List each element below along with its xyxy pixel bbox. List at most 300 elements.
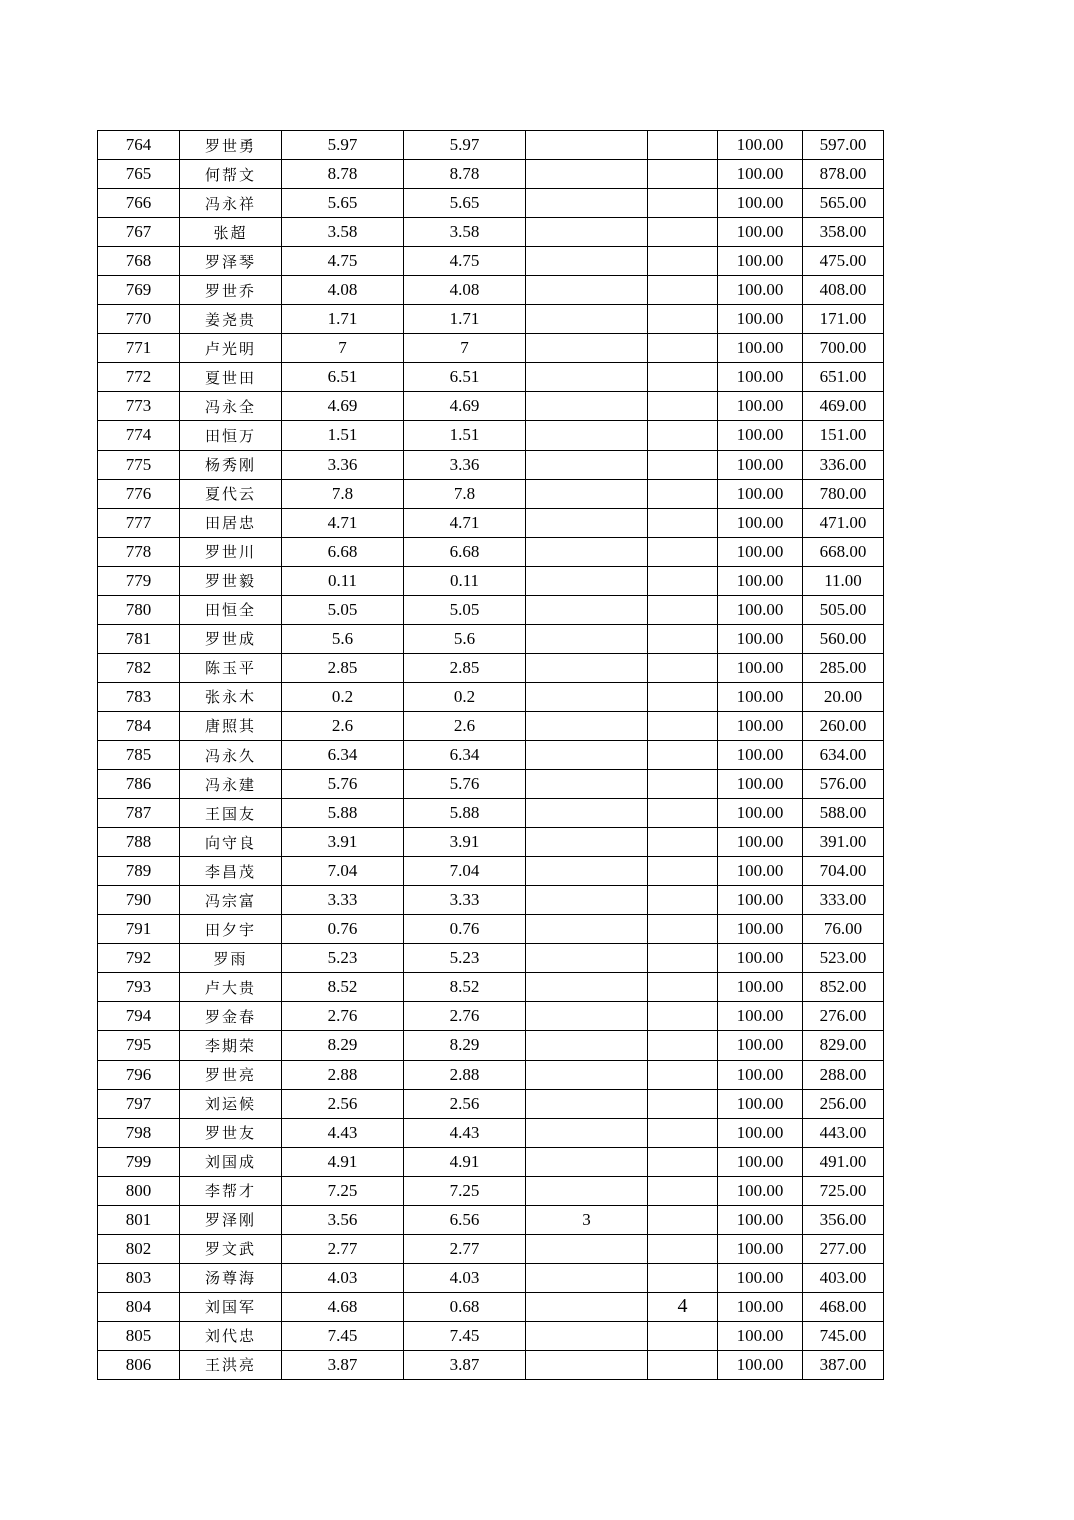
- cell-rate: 100.00: [718, 799, 803, 828]
- cell-amount: 491.00: [803, 1147, 884, 1176]
- cell-value-a: 7.04: [282, 857, 404, 886]
- cell-extra-c: [526, 624, 648, 653]
- cell-row-number: 774: [98, 421, 180, 450]
- cell-value-a: 4.43: [282, 1118, 404, 1147]
- cell-value-b: 1.51: [404, 421, 526, 450]
- cell-value-a: 0.11: [282, 566, 404, 595]
- cell-name: 向守良: [180, 828, 282, 857]
- cell-amount: 471.00: [803, 508, 884, 537]
- cell-value-a: 3.87: [282, 1350, 404, 1379]
- cell-amount: 336.00: [803, 450, 884, 479]
- cell-extra-c: [526, 886, 648, 915]
- cell-row-number: 784: [98, 711, 180, 740]
- cell-value-a: 6.51: [282, 363, 404, 392]
- cell-rate: 100.00: [718, 1031, 803, 1060]
- cell-amount: 285.00: [803, 653, 884, 682]
- cell-rate: 100.00: [718, 711, 803, 740]
- cell-name: 冯永祥: [180, 189, 282, 218]
- cell-name: 冯宗富: [180, 886, 282, 915]
- cell-value-b: 8.78: [404, 160, 526, 189]
- cell-extra-d: [648, 392, 718, 421]
- cell-rate: 100.00: [718, 624, 803, 653]
- table-row: [98, 363, 884, 392]
- cell-value-a: 5.76: [282, 770, 404, 799]
- cell-amount: 408.00: [803, 276, 884, 305]
- cell-rate: 100.00: [718, 189, 803, 218]
- cell-extra-d: [648, 508, 718, 537]
- cell-value-a: 4.08: [282, 276, 404, 305]
- cell-rate: 100.00: [718, 740, 803, 769]
- cell-row-number: 804: [98, 1292, 180, 1321]
- cell-row-number: 794: [98, 1002, 180, 1031]
- cell-value-b: 6.56: [404, 1205, 526, 1234]
- cell-name: 罗世乔: [180, 276, 282, 305]
- cell-rate: 100.00: [718, 1176, 803, 1205]
- cell-amount: 288.00: [803, 1060, 884, 1089]
- cell-value-a: 4.91: [282, 1147, 404, 1176]
- cell-name: 刘运候: [180, 1089, 282, 1118]
- table-row: [98, 624, 884, 653]
- cell-extra-c: [526, 1089, 648, 1118]
- cell-value-b: 2.77: [404, 1234, 526, 1263]
- cell-value-b: 5.76: [404, 770, 526, 799]
- cell-rate: 100.00: [718, 1060, 803, 1089]
- cell-row-number: 772: [98, 363, 180, 392]
- cell-value-a: 6.34: [282, 740, 404, 769]
- cell-name: 罗世勇: [180, 131, 282, 160]
- cell-name: 田恒全: [180, 595, 282, 624]
- cell-amount: 565.00: [803, 189, 884, 218]
- cell-row-number: 805: [98, 1321, 180, 1350]
- cell-value-b: 2.6: [404, 711, 526, 740]
- cell-extra-d: [648, 1060, 718, 1089]
- cell-row-number: 792: [98, 944, 180, 973]
- cell-row-number: 768: [98, 247, 180, 276]
- cell-extra-d: [648, 886, 718, 915]
- cell-name: 罗世友: [180, 1118, 282, 1147]
- cell-value-b: 0.68: [404, 1292, 526, 1321]
- cell-value-b: 3.36: [404, 450, 526, 479]
- cell-row-number: 802: [98, 1234, 180, 1263]
- cell-rate: 100.00: [718, 1263, 803, 1292]
- cell-name: 田夕宇: [180, 915, 282, 944]
- cell-name: 李帮才: [180, 1176, 282, 1205]
- cell-rate: 100.00: [718, 1147, 803, 1176]
- cell-value-a: 4.03: [282, 1263, 404, 1292]
- table-row: [98, 1002, 884, 1031]
- cell-rate: 100.00: [718, 653, 803, 682]
- cell-amount: 333.00: [803, 886, 884, 915]
- cell-name: 罗泽琴: [180, 247, 282, 276]
- cell-extra-c: [526, 1350, 648, 1379]
- cell-rate: 100.00: [718, 450, 803, 479]
- cell-extra-d: [648, 1205, 718, 1234]
- cell-extra-c: [526, 421, 648, 450]
- cell-extra-c: [526, 566, 648, 595]
- cell-value-a: 8.29: [282, 1031, 404, 1060]
- cell-value-b: 5.05: [404, 595, 526, 624]
- cell-name: 姜尧贵: [180, 305, 282, 334]
- cell-extra-d: [648, 682, 718, 711]
- cell-row-number: 790: [98, 886, 180, 915]
- cell-amount: 391.00: [803, 828, 884, 857]
- cell-extra-c: [526, 1002, 648, 1031]
- cell-amount: 576.00: [803, 770, 884, 799]
- cell-extra-d: [648, 711, 718, 740]
- cell-value-b: 5.88: [404, 799, 526, 828]
- cell-value-a: 7: [282, 334, 404, 363]
- cell-row-number: 798: [98, 1118, 180, 1147]
- cell-extra-c: [526, 189, 648, 218]
- cell-name: 罗文武: [180, 1234, 282, 1263]
- cell-name: 杨秀刚: [180, 450, 282, 479]
- cell-extra-d: [648, 1089, 718, 1118]
- cell-name: 刘国成: [180, 1147, 282, 1176]
- cell-rate: 100.00: [718, 595, 803, 624]
- cell-rate: 100.00: [718, 1205, 803, 1234]
- cell-amount: 151.00: [803, 421, 884, 450]
- cell-value-a: 8.78: [282, 160, 404, 189]
- cell-extra-c: [526, 334, 648, 363]
- cell-amount: 20.00: [803, 682, 884, 711]
- cell-amount: 475.00: [803, 247, 884, 276]
- cell-extra-d: [648, 828, 718, 857]
- cell-value-b: 5.6: [404, 624, 526, 653]
- cell-value-b: 3.33: [404, 886, 526, 915]
- cell-rate: 100.00: [718, 160, 803, 189]
- cell-name: 罗泽刚: [180, 1205, 282, 1234]
- cell-rate: 100.00: [718, 566, 803, 595]
- cell-name: 田居忠: [180, 508, 282, 537]
- cell-value-a: 3.33: [282, 886, 404, 915]
- cell-extra-c: 3: [526, 1205, 648, 1234]
- cell-name: 罗雨: [180, 944, 282, 973]
- cell-amount: 878.00: [803, 160, 884, 189]
- cell-value-a: 1.51: [282, 421, 404, 450]
- cell-amount: 780.00: [803, 479, 884, 508]
- cell-rate: 100.00: [718, 770, 803, 799]
- cell-amount: 11.00: [803, 566, 884, 595]
- cell-extra-c: [526, 1118, 648, 1147]
- cell-extra-d: [648, 595, 718, 624]
- cell-extra-c: [526, 1147, 648, 1176]
- cell-value-a: 5.88: [282, 799, 404, 828]
- cell-extra-d: [648, 479, 718, 508]
- cell-row-number: 797: [98, 1089, 180, 1118]
- cell-row-number: 789: [98, 857, 180, 886]
- cell-extra-c: [526, 131, 648, 160]
- cell-extra-d: [648, 944, 718, 973]
- cell-row-number: 769: [98, 276, 180, 305]
- cell-value-a: 0.76: [282, 915, 404, 944]
- cell-amount: 668.00: [803, 537, 884, 566]
- cell-row-number: 764: [98, 131, 180, 160]
- cell-name: 王国友: [180, 799, 282, 828]
- cell-value-b: 3.91: [404, 828, 526, 857]
- table-row: [98, 973, 884, 1002]
- cell-value-b: 2.85: [404, 653, 526, 682]
- data-table: [97, 130, 884, 1380]
- table-row: [98, 944, 884, 973]
- table-row: [98, 799, 884, 828]
- cell-row-number: 773: [98, 392, 180, 421]
- table-row: [98, 392, 884, 421]
- cell-rate: 100.00: [718, 682, 803, 711]
- cell-amount: 852.00: [803, 973, 884, 1002]
- cell-value-b: 7.04: [404, 857, 526, 886]
- cell-extra-d: [648, 973, 718, 1002]
- cell-name: 卢光明: [180, 334, 282, 363]
- cell-rate: 100.00: [718, 857, 803, 886]
- cell-extra-d: [648, 1234, 718, 1263]
- table-row: [98, 1292, 884, 1321]
- cell-amount: 725.00: [803, 1176, 884, 1205]
- cell-rate: 100.00: [718, 1292, 803, 1321]
- cell-value-b: 7.8: [404, 479, 526, 508]
- cell-name: 冯永全: [180, 392, 282, 421]
- cell-extra-c: [526, 973, 648, 1002]
- cell-rate: 100.00: [718, 247, 803, 276]
- cell-extra-d: [648, 770, 718, 799]
- cell-value-b: 4.03: [404, 1263, 526, 1292]
- cell-row-number: 779: [98, 566, 180, 595]
- cell-row-number: 787: [98, 799, 180, 828]
- cell-extra-d: [648, 624, 718, 653]
- cell-extra-c: [526, 682, 648, 711]
- cell-extra-c: [526, 1234, 648, 1263]
- cell-value-a: 6.68: [282, 537, 404, 566]
- cell-value-b: 5.23: [404, 944, 526, 973]
- table-row: [98, 653, 884, 682]
- cell-value-b: 6.51: [404, 363, 526, 392]
- cell-rate: 100.00: [718, 392, 803, 421]
- cell-name: 汤尊海: [180, 1263, 282, 1292]
- cell-amount: 260.00: [803, 711, 884, 740]
- cell-extra-d: [648, 276, 718, 305]
- cell-row-number: 806: [98, 1350, 180, 1379]
- cell-extra-d: [648, 1176, 718, 1205]
- cell-extra-c: [526, 218, 648, 247]
- cell-value-b: 5.65: [404, 189, 526, 218]
- cell-value-a: 5.65: [282, 189, 404, 218]
- cell-rate: 100.00: [718, 828, 803, 857]
- cell-extra-d: [648, 131, 718, 160]
- cell-amount: 829.00: [803, 1031, 884, 1060]
- cell-amount: 505.00: [803, 595, 884, 624]
- cell-value-a: 5.6: [282, 624, 404, 653]
- cell-value-a: 5.23: [282, 944, 404, 973]
- cell-extra-c: [526, 799, 648, 828]
- cell-value-a: 3.56: [282, 1205, 404, 1234]
- cell-extra-d: [648, 1147, 718, 1176]
- cell-value-a: 2.6: [282, 711, 404, 740]
- cell-value-b: 4.71: [404, 508, 526, 537]
- cell-rate: 100.00: [718, 276, 803, 305]
- table-row: [98, 305, 884, 334]
- table-row: [98, 218, 884, 247]
- cell-value-a: 4.75: [282, 247, 404, 276]
- cell-value-a: 3.91: [282, 828, 404, 857]
- cell-amount: 387.00: [803, 1350, 884, 1379]
- cell-rate: 100.00: [718, 363, 803, 392]
- cell-extra-d: [648, 857, 718, 886]
- cell-rate: 100.00: [718, 334, 803, 363]
- cell-value-b: 6.34: [404, 740, 526, 769]
- table-row: [98, 247, 884, 276]
- cell-rate: 100.00: [718, 1321, 803, 1350]
- cell-name: 陈玉平: [180, 653, 282, 682]
- table-row: [98, 1234, 884, 1263]
- cell-value-b: 6.68: [404, 537, 526, 566]
- table-row: [98, 828, 884, 857]
- cell-rate: 100.00: [718, 1118, 803, 1147]
- cell-extra-c: [526, 363, 648, 392]
- cell-row-number: 783: [98, 682, 180, 711]
- cell-row-number: 791: [98, 915, 180, 944]
- cell-extra-d: [648, 421, 718, 450]
- cell-rate: 100.00: [718, 131, 803, 160]
- table-row: [98, 1031, 884, 1060]
- cell-value-b: 7.45: [404, 1321, 526, 1350]
- table-row: [98, 857, 884, 886]
- cell-row-number: 778: [98, 537, 180, 566]
- cell-name: 罗金春: [180, 1002, 282, 1031]
- cell-value-a: 2.76: [282, 1002, 404, 1031]
- cell-name: 罗世川: [180, 537, 282, 566]
- cell-row-number: 786: [98, 770, 180, 799]
- cell-value-b: 8.29: [404, 1031, 526, 1060]
- table-row: [98, 566, 884, 595]
- cell-value-b: 8.52: [404, 973, 526, 1002]
- cell-value-a: 4.69: [282, 392, 404, 421]
- cell-value-a: 7.25: [282, 1176, 404, 1205]
- cell-amount: 469.00: [803, 392, 884, 421]
- table-row: [98, 450, 884, 479]
- table-row: [98, 1321, 884, 1350]
- table-row: [98, 915, 884, 944]
- cell-rate: 100.00: [718, 421, 803, 450]
- cell-extra-c: [526, 537, 648, 566]
- cell-name: 罗世毅: [180, 566, 282, 595]
- cell-value-a: 2.56: [282, 1089, 404, 1118]
- cell-row-number: 793: [98, 973, 180, 1002]
- cell-rate: 100.00: [718, 1089, 803, 1118]
- cell-value-a: 3.58: [282, 218, 404, 247]
- cell-rate: 100.00: [718, 479, 803, 508]
- cell-row-number: 800: [98, 1176, 180, 1205]
- table-row: [98, 1118, 884, 1147]
- cell-row-number: 788: [98, 828, 180, 857]
- table-row: [98, 886, 884, 915]
- table-row: [98, 189, 884, 218]
- table-row: [98, 334, 884, 363]
- cell-extra-c: [526, 857, 648, 886]
- cell-extra-c: [526, 828, 648, 857]
- cell-row-number: 780: [98, 595, 180, 624]
- cell-value-a: 4.71: [282, 508, 404, 537]
- cell-amount: 277.00: [803, 1234, 884, 1263]
- cell-amount: 634.00: [803, 740, 884, 769]
- cell-name: 夏代云: [180, 479, 282, 508]
- cell-extra-c: [526, 595, 648, 624]
- cell-extra-c: [526, 479, 648, 508]
- cell-amount: 468.00: [803, 1292, 884, 1321]
- cell-extra-d: [648, 160, 718, 189]
- cell-row-number: 796: [98, 1060, 180, 1089]
- cell-amount: 704.00: [803, 857, 884, 886]
- cell-extra-d: [648, 537, 718, 566]
- cell-value-a: 7.45: [282, 1321, 404, 1350]
- table-row: [98, 160, 884, 189]
- table-row: [98, 1350, 884, 1379]
- cell-extra-c: [526, 305, 648, 334]
- cell-row-number: 771: [98, 334, 180, 363]
- cell-extra-d: [648, 189, 718, 218]
- cell-amount: 276.00: [803, 1002, 884, 1031]
- cell-name: 冯永久: [180, 740, 282, 769]
- cell-extra-d: [648, 1031, 718, 1060]
- cell-row-number: 803: [98, 1263, 180, 1292]
- cell-value-b: 2.76: [404, 1002, 526, 1031]
- cell-extra-c: [526, 1263, 648, 1292]
- cell-amount: 651.00: [803, 363, 884, 392]
- table-row: [98, 682, 884, 711]
- cell-value-b: 4.91: [404, 1147, 526, 1176]
- table-row: [98, 276, 884, 305]
- cell-name: 张超: [180, 218, 282, 247]
- cell-name: 王洪亮: [180, 1350, 282, 1379]
- cell-value-b: 4.08: [404, 276, 526, 305]
- table-row: [98, 508, 884, 537]
- cell-extra-d: [648, 450, 718, 479]
- cell-name: 冯永建: [180, 770, 282, 799]
- cell-value-b: 2.56: [404, 1089, 526, 1118]
- cell-amount: 356.00: [803, 1205, 884, 1234]
- cell-row-number: 767: [98, 218, 180, 247]
- cell-extra-c: [526, 740, 648, 769]
- table-row: [98, 537, 884, 566]
- table-row: [98, 131, 884, 160]
- cell-extra-c: [526, 450, 648, 479]
- cell-rate: 100.00: [718, 1350, 803, 1379]
- cell-extra-c: [526, 711, 648, 740]
- cell-name: 李期荣: [180, 1031, 282, 1060]
- cell-amount: 256.00: [803, 1089, 884, 1118]
- cell-value-b: 7: [404, 334, 526, 363]
- cell-rate: 100.00: [718, 944, 803, 973]
- table-row: [98, 1205, 884, 1234]
- cell-row-number: 801: [98, 1205, 180, 1234]
- cell-extra-d: [648, 247, 718, 276]
- cell-value-b: 4.75: [404, 247, 526, 276]
- cell-row-number: 770: [98, 305, 180, 334]
- cell-value-b: 4.69: [404, 392, 526, 421]
- cell-amount: 358.00: [803, 218, 884, 247]
- cell-row-number: 777: [98, 508, 180, 537]
- cell-value-a: 1.71: [282, 305, 404, 334]
- cell-amount: 700.00: [803, 334, 884, 363]
- cell-amount: 560.00: [803, 624, 884, 653]
- cell-extra-c: [526, 1176, 648, 1205]
- cell-value-a: 2.85: [282, 653, 404, 682]
- table-row: [98, 711, 884, 740]
- cell-extra-d: [648, 1350, 718, 1379]
- cell-extra-c: [526, 508, 648, 537]
- cell-extra-d: [648, 1321, 718, 1350]
- cell-extra-d: [648, 740, 718, 769]
- cell-value-b: 2.88: [404, 1060, 526, 1089]
- table-row: [98, 595, 884, 624]
